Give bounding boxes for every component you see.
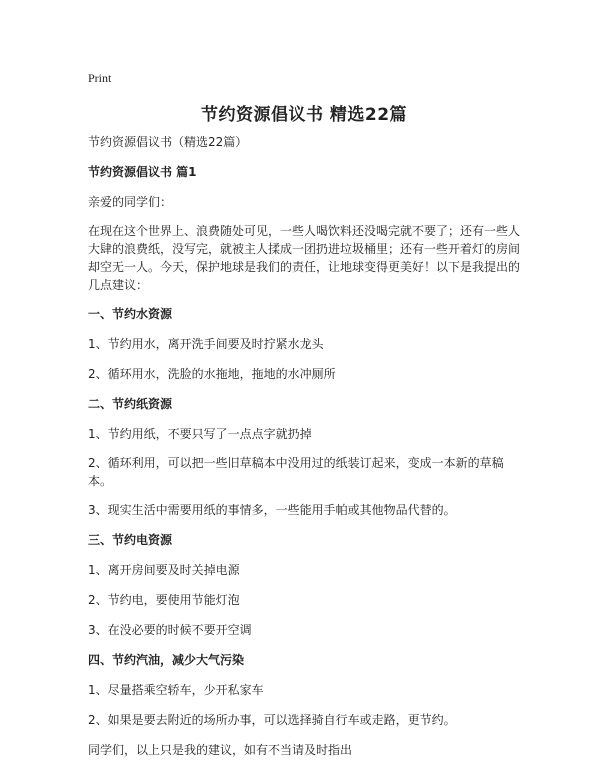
section-heading-water: 一、节约水资源 — [88, 307, 173, 321]
list-item: 3、在没必要的时候不要开空调 — [88, 623, 252, 637]
list-item: 2、如果是要去附近的场所办事，可以选择骑自行车或走路，更节约。 — [88, 713, 456, 727]
greeting: 亲爱的同学们： — [88, 195, 173, 209]
list-item: 2、循环利用，可以把一些旧草稿本中没用过的纸装订起来，变成一本新的草稿本。 — [88, 456, 504, 488]
list-item: 1、离开房间要及时关掉电源 — [88, 563, 240, 577]
closing-paragraph: 同学们，以上只是我的建议，如有不当请及时指出 — [88, 743, 353, 757]
page-title: 节约资源倡议书 精选22篇 — [200, 105, 408, 125]
section-heading-electricity: 三、节约电资源 — [88, 533, 173, 547]
list-item: 3、现实生活中需要用纸的事情多，一些能用手帕或其他物品代替的。 — [88, 503, 456, 517]
list-item: 2、循环用水，洗脸的水拖地，拖地的水冲厕所 — [88, 367, 336, 381]
list-item: 1、尽量搭乘空轿车，少开私家车 — [88, 683, 264, 697]
print-label[interactable]: Print — [88, 71, 112, 85]
intro-paragraph: 在现在这个世界上、浪费随处可见，一些人喝饮料还没喝完就不要了；还有一些人大肆的浪费纸，没写完，就被主人揉成一团扔进垃圾桶里；还有一些开着灯的房间却空无一人。今天，保护地球是我们的责任，让地球变得更美好！以下是我提出的几点建议： — [88, 224, 521, 292]
document-subtitle: 节约资源倡议书（精选22篇） — [88, 135, 248, 149]
list-item: 2、节约电，要使用节能灯泡 — [88, 593, 240, 607]
section-heading-paper: 二、节约纸资源 — [88, 397, 173, 411]
list-item: 1、节约用水，离开洗手间要及时拧紧水龙头 — [88, 337, 324, 351]
list-item: 1、节约用纸，不要只写了一点点字就扔掉 — [88, 427, 312, 441]
section-heading-fuel: 四、节约汽油，减少大气污染 — [88, 653, 245, 667]
article-heading: 节约资源倡议书 篇1 — [88, 165, 197, 179]
document-body — [88, 132, 520, 770]
